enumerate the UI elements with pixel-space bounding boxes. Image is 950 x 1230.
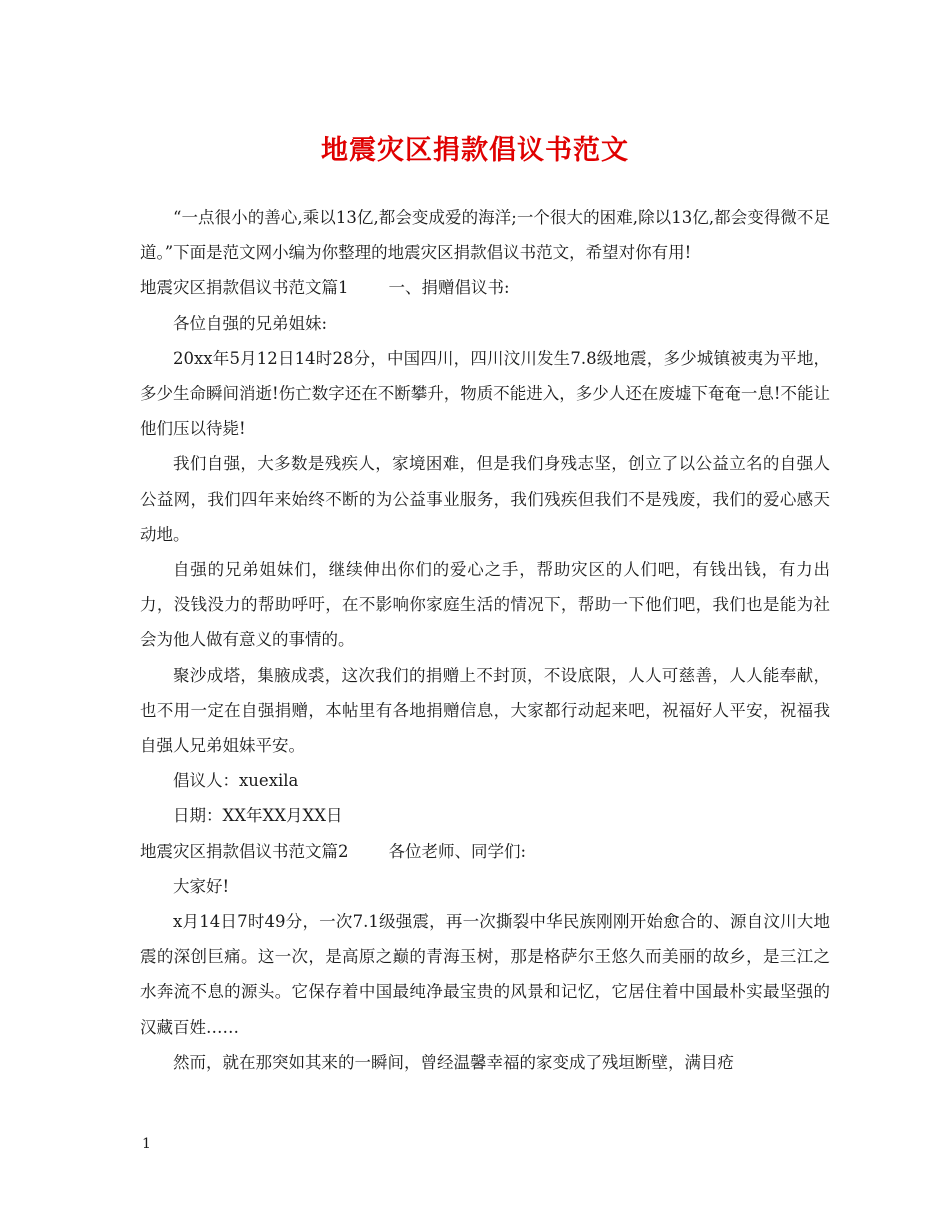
page-number: 1	[142, 1136, 151, 1152]
section-1-paragraph-2: 我们自强，大多数是残疾人，家境困难，但是我们身残志坚，创立了以公益立名的自强人公益网，我们四年来始终不断的为公益事业服务，我们残疾但我们不是残废，我们的爱心感天动地。	[140, 454, 830, 544]
document-title: 地震灾区捐款倡议书范文	[321, 135, 629, 166]
section-1-date: 日期：XX年XX月XX日	[173, 806, 343, 826]
section-1-greeting: 各位自强的兄弟姐妹:	[173, 313, 328, 333]
document-body	[140, 200, 830, 1080]
intro-paragraph: “一点很小的善心,乘以13亿,都会变成爱的海洋;一个很大的困难,除以13亿,都会变得微不足道。”下面是范文网小编为你整理的地震灾区捐款倡议书范文，希望对你有用!	[140, 208, 830, 263]
section-2-heading: 地震灾区捐款倡议书范文篇2	[140, 841, 349, 861]
section-1-paragraph-3: 自强的兄弟姐妹们，继续伸出你们的爱心之手，帮助灾区的人们吧，有钱出钱，有力出力，没钱没力的帮助呼吁，在不影响你家庭生活的情况下，帮助一下他们吧，我们也是能为社会为他人做有意义的事情的。	[140, 560, 830, 650]
section-2-greeting: 大家好!	[173, 876, 230, 896]
section-1-heading: 地震灾区捐款倡议书范文篇1	[140, 278, 349, 298]
section-2-paragraph-2: 然而，就在那突如其来的一瞬间，曾经温馨幸福的家变成了残垣断壁，满目疮	[173, 1052, 734, 1072]
section-1-proposer: 倡议人：xuexila	[173, 771, 299, 791]
section-2-subheading: 各位老师、同学们:	[388, 841, 527, 861]
section-2-paragraph-1: x月14日7时49分，一次7.1级强震，再一次撕裂中华民族刚刚开始愈合的、源自汶川大地震的深创巨痛。这一次，是高原之巅的青海玉树，那是格萨尔王悠久而美丽的故乡，是三江之水奔流不息的源头。它保存着中国最纯净最宝贵的风景和记忆，它居住着中国最朴实最坚强的汉藏百姓……	[140, 912, 830, 1037]
section-1-paragraph-1: 20xx年5月12日14时28分，中国四川，四川汶川发生7.8级地震，多少城镇被夷为平地，多少生命瞬间消逝!伤亡数字还在不断攀升，物质不能进入，多少人还在废墟下奄奄一息!不能让他们压以待毙!	[140, 348, 830, 439]
section-1-paragraph-4: 聚沙成塔，集腋成裘，这次我们的捐赠上不封顶，不设底限，人人可慈善，人人能奉献，也不用一定在自强捐赠，本帖里有各地捐赠信息，大家都行动起来吧，祝福好人平安，祝福我自强人兄弟姐妹平安。	[140, 665, 830, 756]
section-2-heading-line	[140, 834, 830, 869]
section-1-subheading: 一、捐赠倡议书:	[388, 278, 510, 298]
section-1-heading-line	[140, 270, 830, 305]
